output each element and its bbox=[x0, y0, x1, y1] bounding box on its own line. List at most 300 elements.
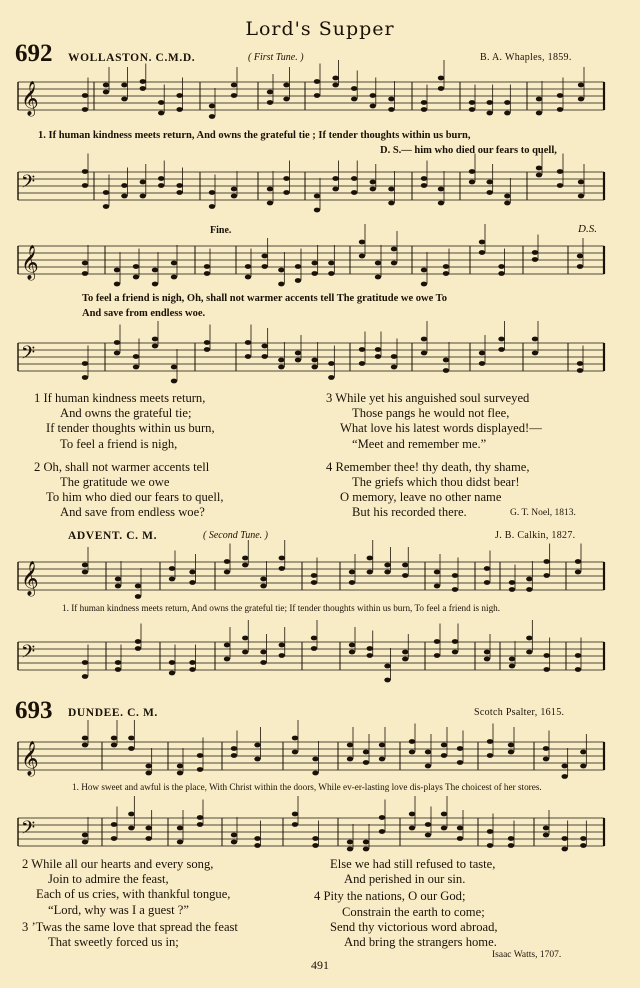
bass-clef-icon: 𝄢 bbox=[21, 343, 36, 368]
note-icon bbox=[121, 194, 127, 199]
note-icon bbox=[349, 650, 355, 655]
note-icon bbox=[379, 829, 385, 834]
note-icon bbox=[332, 76, 338, 81]
note-icon bbox=[328, 271, 334, 276]
note-icon bbox=[359, 361, 365, 366]
note-icon bbox=[82, 674, 88, 679]
note-icon bbox=[260, 577, 266, 582]
note-icon bbox=[351, 176, 357, 181]
note-icon bbox=[577, 254, 583, 259]
stanza-block-left bbox=[34, 391, 224, 521]
note-icon bbox=[425, 764, 431, 769]
note-icon bbox=[561, 836, 567, 841]
note-icon bbox=[82, 570, 88, 575]
note-icon bbox=[279, 653, 285, 658]
note-icon bbox=[224, 657, 230, 662]
note-icon bbox=[176, 93, 182, 98]
note-icon bbox=[128, 812, 134, 817]
tune-tag-first: ( First Tune. ) bbox=[248, 52, 304, 63]
note-icon bbox=[314, 194, 320, 199]
note-icon bbox=[231, 187, 237, 192]
hymn-number-692: 692 bbox=[15, 40, 53, 67]
note-icon bbox=[509, 580, 515, 585]
note-icon bbox=[402, 563, 408, 568]
note-icon bbox=[128, 826, 134, 831]
note-icon bbox=[508, 843, 514, 848]
note-icon bbox=[536, 166, 542, 171]
note-icon bbox=[171, 261, 177, 266]
note-icon bbox=[224, 643, 230, 648]
note-icon bbox=[312, 757, 318, 762]
note-icon bbox=[532, 351, 538, 356]
note-icon bbox=[388, 97, 394, 102]
note-icon bbox=[425, 750, 431, 755]
stanza-line: 2 While all our hearts and every song, bbox=[22, 857, 214, 871]
stanza-line: Else we had still refused to taste, bbox=[330, 857, 496, 871]
note-icon bbox=[152, 337, 158, 342]
note-icon bbox=[152, 282, 158, 287]
note-icon bbox=[231, 83, 237, 88]
note-icon bbox=[409, 750, 415, 755]
note-icon bbox=[543, 826, 549, 831]
stanza-block-right bbox=[326, 391, 542, 521]
note-icon bbox=[388, 187, 394, 192]
note-icon bbox=[82, 261, 88, 266]
note-icon bbox=[575, 570, 581, 575]
note-icon bbox=[292, 736, 298, 741]
note-icon bbox=[504, 100, 510, 105]
note-icon bbox=[578, 83, 584, 88]
note-icon bbox=[231, 746, 237, 751]
note-icon bbox=[292, 822, 298, 827]
lyric-line: 1. If human kindness meets return, And owns the grateful tie; If tender thoughts within us burn, To feel a friend is nigh. bbox=[62, 603, 501, 613]
note-icon bbox=[543, 667, 549, 672]
stanza-line: Those pangs he would not flee, bbox=[352, 406, 510, 421]
tune-tag-second: ( Second Tune. ) bbox=[203, 530, 268, 541]
note-icon bbox=[254, 743, 260, 748]
note-icon bbox=[314, 93, 320, 98]
composer-scotch-psalter: Scotch Psalter, 1615. bbox=[474, 707, 565, 718]
note-icon bbox=[140, 79, 146, 84]
note-icon bbox=[509, 587, 515, 592]
note-icon bbox=[261, 344, 267, 349]
note-icon bbox=[363, 840, 369, 845]
note-icon bbox=[312, 843, 318, 848]
note-icon bbox=[543, 653, 549, 658]
note-icon bbox=[103, 83, 109, 88]
note-icon bbox=[115, 584, 121, 589]
note-icon bbox=[254, 757, 260, 762]
note-icon bbox=[245, 340, 251, 345]
note-icon bbox=[204, 271, 210, 276]
note-icon bbox=[103, 90, 109, 95]
note-icon bbox=[128, 736, 134, 741]
note-icon bbox=[328, 361, 334, 366]
note-icon bbox=[347, 743, 353, 748]
stanza-line: 3 While yet his anguished soul surveyed bbox=[326, 391, 530, 405]
note-icon bbox=[169, 577, 175, 582]
note-icon bbox=[279, 566, 285, 571]
note-icon bbox=[267, 201, 273, 206]
note-icon bbox=[577, 361, 583, 366]
note-icon bbox=[121, 83, 127, 88]
note-icon bbox=[169, 671, 175, 676]
note-icon bbox=[375, 354, 381, 359]
note-icon bbox=[103, 204, 109, 209]
treble-clef-icon: 𝄞 bbox=[21, 81, 39, 116]
note-icon bbox=[254, 836, 260, 841]
note-icon bbox=[171, 365, 177, 370]
note-icon bbox=[367, 556, 373, 561]
note-icon bbox=[367, 646, 373, 651]
note-icon bbox=[486, 111, 492, 116]
note-icon bbox=[311, 261, 317, 266]
lyric-line: And save from endless woe. bbox=[82, 308, 206, 319]
note-icon bbox=[391, 261, 397, 266]
stanza-line: To feel a friend is nigh, bbox=[60, 436, 178, 451]
note-icon bbox=[402, 650, 408, 655]
note-icon bbox=[204, 264, 210, 269]
note-icon bbox=[484, 566, 490, 571]
note-icon bbox=[224, 559, 230, 564]
note-icon bbox=[111, 822, 117, 827]
note-icon bbox=[267, 187, 273, 192]
note-icon bbox=[114, 340, 120, 345]
note-icon bbox=[508, 750, 514, 755]
stanza-line: If tender thoughts within us burn, bbox=[46, 421, 215, 436]
note-icon bbox=[332, 83, 338, 88]
note-icon bbox=[283, 97, 289, 102]
note-icon bbox=[152, 268, 158, 273]
note-icon bbox=[469, 107, 475, 112]
note-icon bbox=[526, 636, 532, 641]
staff-treble bbox=[0, 734, 640, 784]
note-icon bbox=[359, 254, 365, 259]
note-icon bbox=[114, 351, 120, 356]
note-icon bbox=[402, 573, 408, 578]
note-icon bbox=[295, 264, 301, 269]
note-icon bbox=[245, 275, 251, 280]
note-icon bbox=[479, 351, 485, 356]
note-icon bbox=[314, 208, 320, 213]
note-icon bbox=[278, 365, 284, 370]
note-icon bbox=[580, 750, 586, 755]
note-icon bbox=[204, 340, 210, 345]
note-icon bbox=[158, 100, 164, 105]
stanza-line: The griefs which thou didst bear! bbox=[352, 475, 520, 490]
note-icon bbox=[312, 771, 318, 776]
page-title: Lord's Supper bbox=[245, 18, 395, 40]
note-icon bbox=[328, 375, 334, 380]
note-icon bbox=[103, 190, 109, 195]
note-icon bbox=[145, 771, 151, 776]
note-icon bbox=[133, 275, 139, 280]
note-icon bbox=[332, 176, 338, 181]
tune-name-wollaston: WOLLASTON. C.M.D. bbox=[68, 52, 196, 64]
note-icon bbox=[486, 100, 492, 105]
note-icon bbox=[135, 594, 141, 599]
note-icon bbox=[434, 639, 440, 644]
lyric-line: D. S.— him who died our fears to quell, bbox=[380, 145, 557, 156]
note-icon bbox=[434, 570, 440, 575]
stanza-line: And save from endless woe? bbox=[60, 505, 205, 520]
note-icon bbox=[421, 268, 427, 273]
note-icon bbox=[121, 183, 127, 188]
note-icon bbox=[231, 753, 237, 758]
note-icon bbox=[532, 250, 538, 255]
note-icon bbox=[438, 201, 444, 206]
ds-mark: D.S. bbox=[578, 223, 597, 235]
stanza-line: And bring the strangers home. bbox=[344, 935, 497, 950]
staff-bass bbox=[0, 634, 640, 684]
staff-treble bbox=[0, 238, 640, 288]
note-icon bbox=[224, 570, 230, 575]
note-icon bbox=[370, 180, 376, 185]
note-icon bbox=[421, 107, 427, 112]
lyric-line: To feel a friend is nigh, Oh, shall not warmer accents tell The gratitude we owe To bbox=[82, 293, 447, 304]
note-icon bbox=[561, 774, 567, 779]
note-icon bbox=[133, 354, 139, 359]
note-icon bbox=[197, 822, 203, 827]
stanza-line: But his recorded there. bbox=[352, 505, 467, 520]
note-icon bbox=[140, 86, 146, 91]
note-icon bbox=[359, 240, 365, 245]
note-icon bbox=[580, 836, 586, 841]
note-icon bbox=[245, 264, 251, 269]
note-icon bbox=[133, 365, 139, 370]
note-icon bbox=[295, 351, 301, 356]
note-icon bbox=[189, 580, 195, 585]
note-icon bbox=[152, 344, 158, 349]
composer-whaples: B. A. Whaples, 1859. bbox=[480, 52, 572, 63]
note-icon bbox=[484, 650, 490, 655]
note-icon bbox=[457, 826, 463, 831]
note-icon bbox=[578, 180, 584, 185]
note-icon bbox=[158, 183, 164, 188]
note-icon bbox=[543, 573, 549, 578]
treble-clef-icon: 𝄞 bbox=[21, 561, 39, 596]
note-icon bbox=[135, 639, 141, 644]
note-icon bbox=[82, 93, 88, 98]
note-icon bbox=[145, 764, 151, 769]
bass-clef-icon: 𝄢 bbox=[21, 172, 36, 197]
note-icon bbox=[443, 264, 449, 269]
note-icon bbox=[509, 657, 515, 662]
note-icon bbox=[231, 194, 237, 199]
note-icon bbox=[434, 653, 440, 658]
note-icon bbox=[260, 650, 266, 655]
note-icon bbox=[384, 563, 390, 568]
stanza-line: 2 Oh, shall not warmer accents tell bbox=[34, 459, 210, 474]
stanza-line: “Lord, why was I a guest ?” bbox=[48, 902, 189, 917]
note-icon bbox=[561, 764, 567, 769]
note-icon bbox=[278, 268, 284, 273]
note-icon bbox=[311, 365, 317, 370]
note-icon bbox=[169, 660, 175, 665]
note-icon bbox=[441, 743, 447, 748]
note-icon bbox=[311, 646, 317, 651]
note-icon bbox=[359, 347, 365, 352]
note-icon bbox=[577, 264, 583, 269]
note-icon bbox=[242, 556, 248, 561]
note-icon bbox=[484, 657, 490, 662]
note-icon bbox=[311, 636, 317, 641]
note-icon bbox=[283, 83, 289, 88]
note-icon bbox=[469, 100, 475, 105]
note-icon bbox=[421, 183, 427, 188]
note-icon bbox=[189, 660, 195, 665]
note-icon bbox=[532, 257, 538, 262]
note-icon bbox=[487, 843, 493, 848]
note-icon bbox=[349, 580, 355, 585]
note-icon bbox=[575, 667, 581, 672]
tune-name-dundee: DUNDEE. C. M. bbox=[68, 707, 158, 719]
note-icon bbox=[209, 190, 215, 195]
note-icon bbox=[82, 361, 88, 366]
stanza-line: 3 ’Twas the same love that spread the feast bbox=[22, 919, 238, 934]
stanza-line: O memory, leave no other name bbox=[340, 490, 502, 505]
note-icon bbox=[177, 840, 183, 845]
note-icon bbox=[421, 176, 427, 181]
note-icon bbox=[347, 757, 353, 762]
note-icon bbox=[82, 563, 88, 568]
stanza-line: Send thy victorious word abroad, bbox=[330, 919, 498, 934]
note-icon bbox=[557, 107, 563, 112]
note-icon bbox=[557, 183, 563, 188]
note-icon bbox=[177, 826, 183, 831]
note-icon bbox=[543, 757, 549, 762]
stanza-line: “Meet and remember me.” bbox=[352, 436, 487, 451]
note-icon bbox=[578, 97, 584, 102]
note-icon bbox=[231, 93, 237, 98]
note-icon bbox=[82, 107, 88, 112]
note-icon bbox=[509, 664, 515, 669]
note-icon bbox=[267, 100, 273, 105]
note-icon bbox=[434, 584, 440, 589]
note-icon bbox=[82, 840, 88, 845]
note-icon bbox=[231, 833, 237, 838]
note-icon bbox=[245, 354, 251, 359]
staff-treble bbox=[0, 74, 640, 124]
note-icon bbox=[332, 187, 338, 192]
note-icon bbox=[279, 556, 285, 561]
bass-clef-icon: 𝄢 bbox=[21, 818, 36, 843]
note-icon bbox=[114, 268, 120, 273]
note-icon bbox=[158, 111, 164, 116]
stanza-line: 4 Remember thee! thy death, thy shame, bbox=[326, 459, 530, 474]
stanza-line: The gratitude we owe bbox=[60, 475, 170, 490]
note-icon bbox=[441, 812, 447, 817]
note-icon bbox=[135, 584, 141, 589]
note-icon bbox=[311, 573, 317, 578]
note-icon bbox=[443, 271, 449, 276]
note-icon bbox=[242, 650, 248, 655]
note-icon bbox=[242, 563, 248, 568]
note-icon bbox=[379, 815, 385, 820]
note-icon bbox=[140, 194, 146, 199]
stanza-block-right bbox=[314, 857, 498, 950]
treble-clef-icon: 𝄞 bbox=[21, 245, 39, 280]
note-icon bbox=[292, 812, 298, 817]
note-icon bbox=[370, 187, 376, 192]
note-icon bbox=[111, 836, 117, 841]
note-icon bbox=[261, 264, 267, 269]
note-icon bbox=[487, 753, 493, 758]
note-icon bbox=[469, 180, 475, 185]
note-icon bbox=[314, 79, 320, 84]
note-icon bbox=[278, 282, 284, 287]
hymn-number-693: 693 bbox=[15, 697, 53, 724]
note-icon bbox=[487, 739, 493, 744]
note-icon bbox=[557, 93, 563, 98]
note-icon bbox=[177, 771, 183, 776]
note-icon bbox=[452, 639, 458, 644]
note-icon bbox=[370, 93, 376, 98]
note-icon bbox=[82, 833, 88, 838]
note-icon bbox=[486, 190, 492, 195]
note-icon bbox=[209, 104, 215, 109]
note-icon bbox=[452, 650, 458, 655]
note-icon bbox=[543, 559, 549, 564]
note-icon bbox=[577, 368, 583, 373]
note-icon bbox=[391, 365, 397, 370]
lyric-line: 1. How sweet and awful is the place, With Christ within the doors, While ev-er-lasting love dis-plays The choicest of her stores. bbox=[72, 782, 542, 792]
note-icon bbox=[409, 739, 415, 744]
note-icon bbox=[580, 764, 586, 769]
note-icon bbox=[421, 351, 427, 356]
note-icon bbox=[575, 653, 581, 658]
note-icon bbox=[391, 247, 397, 252]
note-icon bbox=[438, 86, 444, 91]
note-icon bbox=[82, 169, 88, 174]
note-icon bbox=[311, 271, 317, 276]
stanza-line: Join to admire the feast, bbox=[48, 872, 169, 887]
note-icon bbox=[367, 570, 373, 575]
fine-mark: Fine. bbox=[210, 225, 232, 236]
note-icon bbox=[384, 678, 390, 683]
note-icon bbox=[82, 271, 88, 276]
note-icon bbox=[295, 358, 301, 363]
note-icon bbox=[441, 753, 447, 758]
note-icon bbox=[543, 833, 549, 838]
note-icon bbox=[469, 169, 475, 174]
note-icon bbox=[486, 180, 492, 185]
page-number: 491 bbox=[311, 958, 329, 972]
stanza-line: To him who died our fears to quell, bbox=[46, 490, 224, 505]
note-icon bbox=[532, 337, 538, 342]
note-icon bbox=[375, 347, 381, 352]
note-icon bbox=[388, 107, 394, 112]
note-icon bbox=[115, 660, 121, 665]
note-icon bbox=[425, 833, 431, 838]
note-icon bbox=[171, 379, 177, 384]
stanza-line: What love his latest words displayed!— bbox=[340, 421, 542, 436]
note-icon bbox=[311, 580, 317, 585]
note-icon bbox=[177, 764, 183, 769]
note-icon bbox=[145, 836, 151, 841]
note-icon bbox=[145, 826, 151, 831]
stanza-line: And perished in our sin. bbox=[344, 872, 466, 887]
note-icon bbox=[295, 278, 301, 283]
stanza-line: And owns the grateful tie; bbox=[60, 406, 192, 421]
note-icon bbox=[312, 836, 318, 841]
note-icon bbox=[457, 760, 463, 765]
note-icon bbox=[197, 815, 203, 820]
note-icon bbox=[121, 97, 127, 102]
note-icon bbox=[363, 760, 369, 765]
note-icon bbox=[231, 840, 237, 845]
staff-bass bbox=[0, 164, 640, 214]
